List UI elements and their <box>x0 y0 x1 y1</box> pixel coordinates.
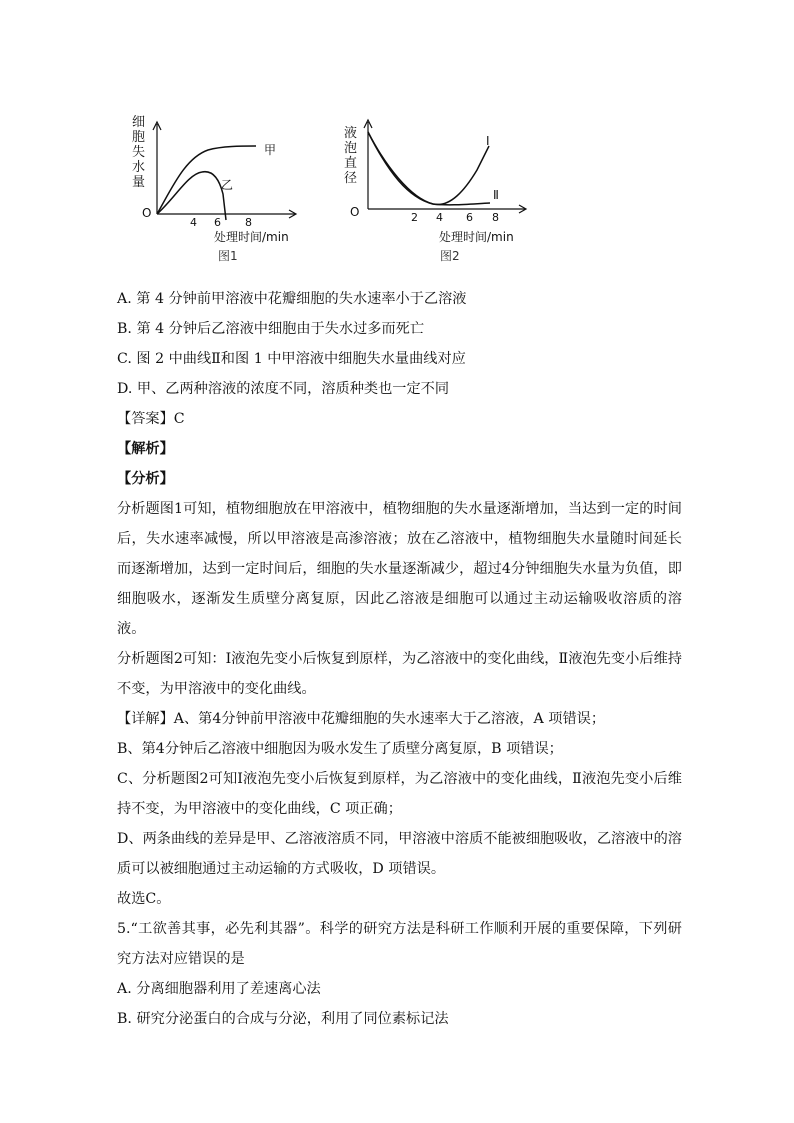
figures-area <box>130 110 550 270</box>
fig2-xtick: 2 <box>411 211 418 224</box>
fig1-ylabel-char: 细 <box>132 115 146 130</box>
fig2-curve-II <box>368 132 490 205</box>
option-d: D. 甲、乙两种溶液的浓度不同，溶质种类也一定不同 <box>117 381 450 397</box>
detail-a: 【详解】A、第4分钟前甲溶液中花瓣细胞的失水速率大于乙溶液，A 项错误； <box>117 711 606 727</box>
fig2-xtick: 8 <box>492 211 499 224</box>
fig2-xlabel: 处理时间/min <box>439 230 514 244</box>
fig2-ylabel-char: 液 <box>344 126 358 141</box>
fig2-origin: O <box>350 205 360 219</box>
figure-1 <box>130 110 300 270</box>
fig1-ylabel-char: 胞 <box>132 130 146 145</box>
fig2-caption: 图2 <box>440 249 460 263</box>
detail-c: C、分析题图2可知I液泡先变小后恢复到原样，为乙溶液中的变化曲线，Ⅱ液泡先变小后维持不变，为甲溶液中的变化曲线，C 项正确； <box>117 771 682 817</box>
fig2-label-II: Ⅱ <box>493 188 499 202</box>
fig2-ylabel-char: 径 <box>344 171 358 186</box>
detail-b: B、第4分钟后乙溶液中细胞因为吸水发生了质壁分离复原，B 项错误； <box>117 741 563 757</box>
fenxi-paragraph-2: 分析题图2可知：I液泡先变小后恢复到原样，为乙溶液中的变化曲线，Ⅱ液泡先变小后维持不变，为甲溶液中的变化曲线。 <box>117 651 682 697</box>
fig2-xtick: 6 <box>466 211 473 224</box>
fig1-label-yi: 乙 <box>221 178 234 192</box>
fig1-xtick: 8 <box>245 216 252 229</box>
fig1-xtick: 6 <box>214 216 221 229</box>
fig2-ylabel-char: 直 <box>344 156 358 171</box>
fig1-label-jia: 甲 <box>264 143 277 157</box>
fig1-origin: O <box>142 206 152 220</box>
fig2-xtick: 4 <box>436 211 443 224</box>
fig1-caption: 图1 <box>218 249 238 263</box>
fig2-label-I: Ⅰ <box>486 134 490 148</box>
fenxi-heading: 【分析】 <box>117 471 174 487</box>
option-b: B. 第 4 分钟后乙溶液中细胞由于失水过多而死亡 <box>117 321 425 337</box>
fig1-curve-jia <box>157 146 256 214</box>
option-a: A. 第 4 分钟前甲溶液中花瓣细胞的失水速率小于乙溶液 <box>117 291 467 307</box>
question-5-stem: 5.“工欲善其事，必先利其器”。科学的研究方法是科研工作顺利开展的重要保障，下列研究方法对应错误的是 <box>117 921 682 967</box>
analysis-heading: 【解析】 <box>117 441 174 457</box>
answer: 【答案】C <box>117 411 185 427</box>
fig1-ylabel-char: 量 <box>132 175 146 190</box>
question-content <box>117 284 682 1034</box>
fig1-ylabel-char: 水 <box>132 160 146 175</box>
figure-2 <box>340 110 540 270</box>
fig1-xlabel: 处理时间/min <box>214 230 289 244</box>
figure-2-chart <box>340 110 540 270</box>
conclusion: 故选C。 <box>117 891 171 907</box>
option-c: C. 图 2 中曲线Ⅱ和图 1 中甲溶液中细胞失水量曲线对应 <box>117 351 466 367</box>
question-5-option-a: A. 分离细胞器利用了差速离心法 <box>117 981 321 997</box>
fig2-curve-I <box>368 132 489 205</box>
fenxi-paragraph-1: 分析题图1可知，植物细胞放在甲溶液中，植物细胞的失水量逐渐增加，当达到一定的时间后，失水速率减慢，所以甲溶液是高渗溶液；放在乙溶液中，植物细胞失水量随时间延长而逐渐增加，达到一定时间后，细胞的失水量逐渐减少，超过4分钟细胞失水量为负值，即细胞吸水，逐渐发生质壁分离复原，因此乙溶液是细胞可以通过主动运输吸收溶质的溶液。 <box>117 501 682 637</box>
question-5-option-b: B. 研究分泌蛋白的合成与分泌，利用了同位素标记法 <box>117 1011 449 1027</box>
figure-1-chart <box>130 110 300 270</box>
fig1-xtick: 4 <box>190 216 197 229</box>
fig1-ylabel-char: 失 <box>132 145 146 160</box>
detail-d: D、两条曲线的差异是甲、乙溶液溶质不同，甲溶液中溶质不能被细胞吸收，乙溶液中的溶质可以被细胞通过主动运输的方式吸收，D 项错误。 <box>117 831 682 877</box>
fig2-ylabel-char: 泡 <box>344 141 358 156</box>
